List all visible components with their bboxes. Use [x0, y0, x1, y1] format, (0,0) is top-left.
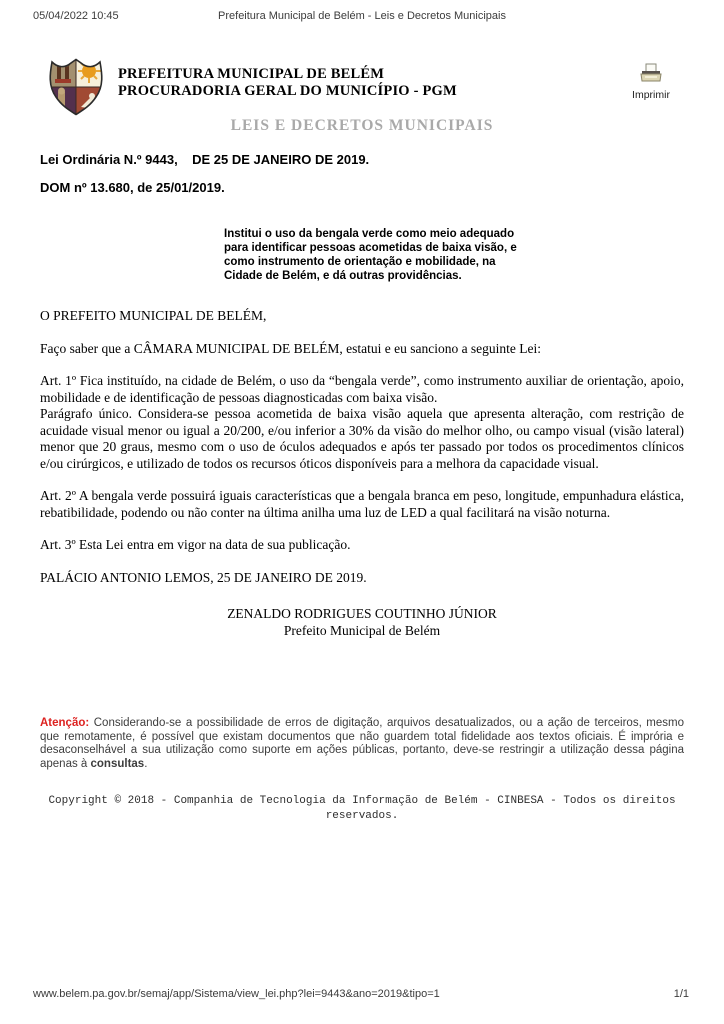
attention-emphasis: consultas: [90, 757, 145, 770]
print-header: [33, 10, 691, 22]
law-paragraph-paragrafo-unico: Parágrafo único. Considera-se pessoa acometida de baixa visão aquela que apresenta alteração, com restrição de acuidade visual menor ou igual a 20/200, e/ou inferior a 30% da visão do melhor olho, ou campo visual (visão lateral) menor que 20 graus, mesmo com o uso de óculos adequados e após ter passado por todos os procedimentos clínicos e/ou cirúrgicos, e utilizado de todos os recursos óticos disponíveis para a melhora da capacidade visual.: [40, 406, 684, 471]
signature-block: [40, 606, 684, 639]
law-paragraph-palacio: PALÁCIO ANTONIO LEMOS, 25 DE JANEIRO DE 2019.: [40, 569, 367, 585]
print-page-title: Prefeitura Municipal de Belém - Leis e Decretos Municipais: [218, 10, 506, 22]
printer-icon: [639, 70, 663, 87]
law-ementa: Institui o uso da bengala verde como meio adequado para identificar pessoas acometidas de baixa visão, e como instrumento de orientação e mobilidade, na Cidade de Belém, e dá outras providências.: [224, 228, 517, 282]
law-paragraph-art2: Art. 2º A bengala verde possuirá iguais características que a bengala branca em peso, longitude, empunhadura elástica, rebatibilidade, podendo ou não conter na última anilha uma luz de LED a qual facilitará na visão noturna.: [40, 488, 684, 520]
copyright-notice: Copyright © 2018 - Companhia de Tecnologia da Informação de Belém - CINBESA - Todos os direitos reservados.: [48, 795, 676, 822]
print-button[interactable]: [622, 63, 680, 101]
attention-disclaimer: [40, 717, 684, 771]
print-footer: [33, 988, 691, 1000]
section-title: LEIS E DECRETOS MUNICIPAIS: [230, 117, 494, 134]
law-paragraph: O PREFEITO MUNICIPAL DE BELÉM,: [40, 308, 267, 323]
print-button-label: Imprimir: [632, 89, 670, 101]
attention-text: Considerando-se a possibilidade de erros de digitação, arquivos desatualizados, ou a ação de terceiros, mesmo que remotamente, é possível que existam documentos que não guardem total fidelidade aos textos oficiais. É imprória e desaconselhável a sua utilização como suporte em ações públicas, portanto, deve-se restringir a utilização dessa página apenas à: [40, 717, 684, 770]
law-paragraph-art3: Art. 3º Esta Lei entra em vigor na data de sua publicação.: [40, 537, 351, 552]
org-names: [118, 57, 457, 117]
law-body: [40, 308, 684, 639]
print-page-indicator: 1/1: [673, 988, 689, 1000]
signature-role: Prefeito Municipal de Belém: [283, 622, 441, 638]
signature-name: ZENALDO RODRIGUES COUTINHO JÚNIOR: [227, 606, 497, 621]
org-name-line2: PROCURADORIA GERAL DO MUNICÍPIO - PGM: [118, 83, 457, 99]
print-timestamp: 05/04/2022 10:45: [33, 10, 119, 22]
attention-label: Atenção:: [40, 717, 90, 729]
law-dom-line: DOM nº 13.680, de 25/01/2019.: [40, 180, 225, 195]
law-paragraph-art1: Art. 1º Fica instituído, na cidade de Belém, o uso da “bengala verde”, como instrumento auxiliar de orientação, apoio, mobilidade e de identificação de pessoas diagnosticadas com baixa visão.: [40, 373, 684, 405]
belem-coat-of-arms-icon: [45, 57, 107, 117]
law-paragraph: Faço saber que a CÂMARA MUNICIPAL DE BELÉM, estatui e eu sanciono a seguinte Lei:: [40, 340, 542, 356]
org-name-line1: PREFEITURA MUNICIPAL DE BELÉM: [118, 66, 385, 82]
attention-suffix: .: [144, 757, 148, 770]
print-footer-url: www.belem.pa.gov.br/semaj/app/Sistema/view_lei.php?lei=9443&ano=2019&tipo=1: [33, 988, 440, 1000]
org-header: [45, 57, 457, 117]
law-number-line: Lei Ordinária N.º 9443, DE 25 DE JANEIRO DE 2019.: [40, 152, 370, 167]
